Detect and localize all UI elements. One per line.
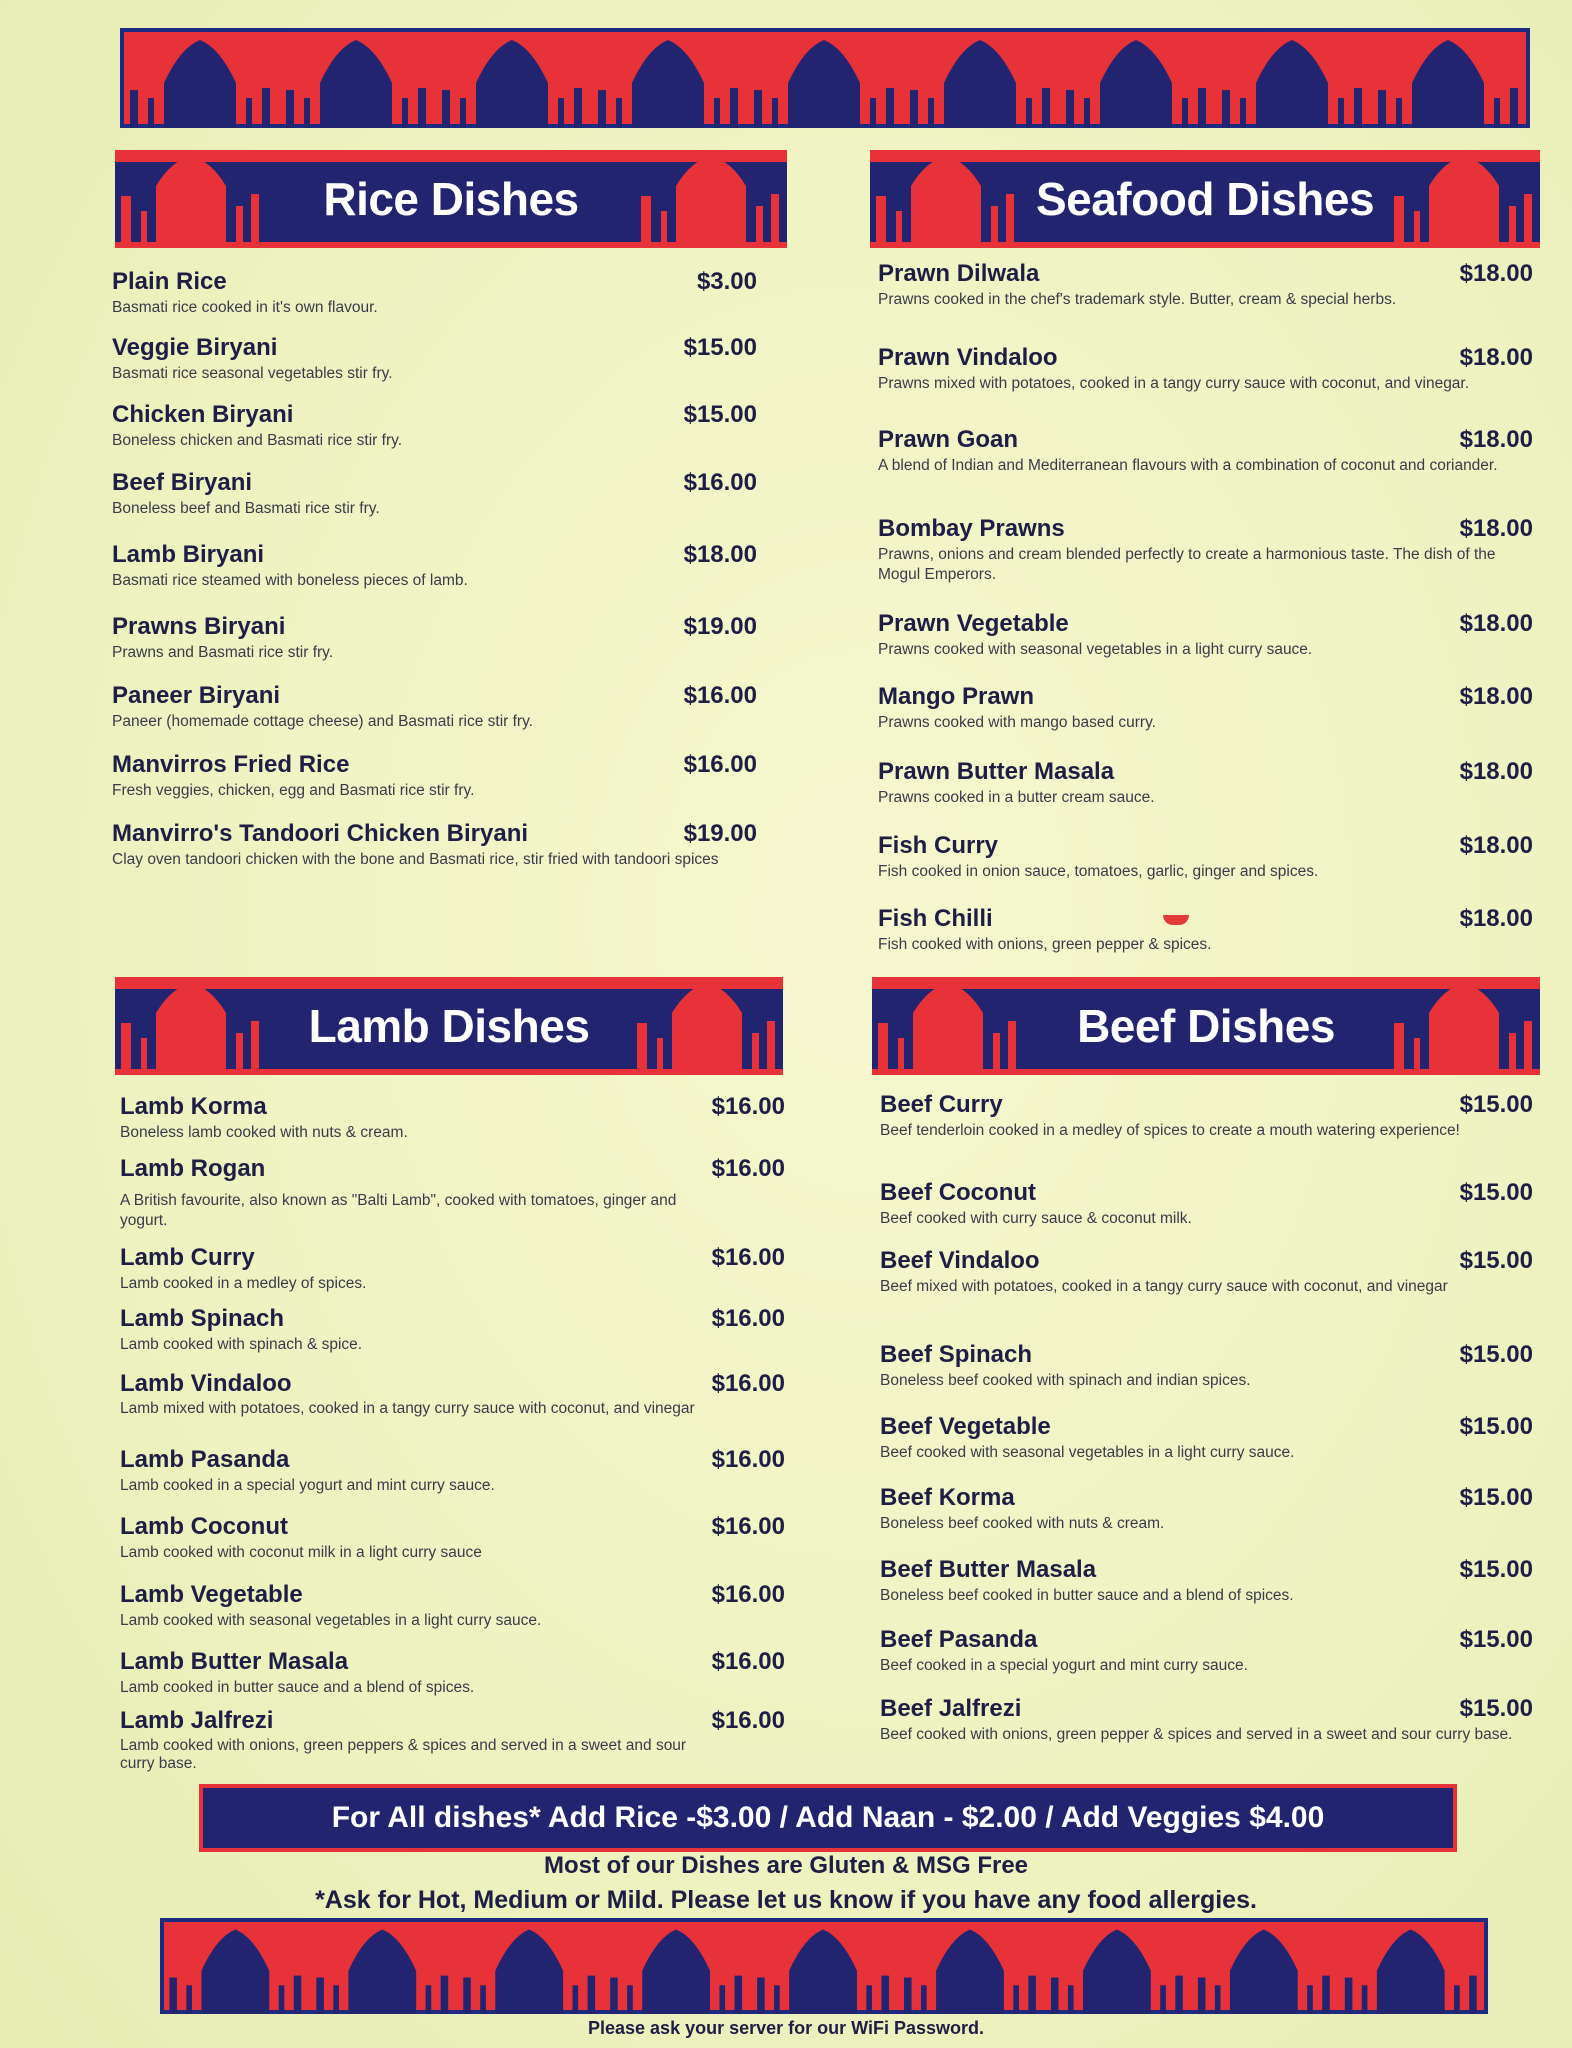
- menu-item: Plain Rice $3.00 Basmati rice cooked in it's own flavour.: [112, 268, 757, 316]
- menu-item: Beef Pasanda $15.00 Beef cooked in a special yogurt and mint curry sauce.: [880, 1626, 1533, 1674]
- menu-item: Lamb Rogan $16.00 A British favourite, also known as "Balti Lamb", cooked with tomatoes, ginger and yogurt.: [120, 1155, 785, 1229]
- beef-section-header: [872, 977, 1540, 1075]
- menu-item: Lamb Korma $16.00 Boneless lamb cooked with nuts & cream.: [120, 1093, 785, 1141]
- menu-item: Beef Vegetable $15.00 Beef cooked with seasonal vegetables in a light curry sauce.: [880, 1413, 1533, 1461]
- rice-section-title: Rice Dishes: [323, 173, 579, 225]
- menu-item: Mango Prawn $18.00 Prawns cooked with mango based curry.: [878, 683, 1533, 731]
- top-decorative-border: [120, 28, 1530, 128]
- menu-item: Lamb Spinach $16.00 Lamb cooked with spinach & spice.: [120, 1305, 785, 1353]
- heat-allergy-note: *Ask for Hot, Medium or Mild. Please let us know if you have any food allergies.: [315, 1886, 1257, 1914]
- palace-silhouette-icon: [120, 28, 1530, 128]
- bottom-decorative-border: [160, 1918, 1488, 2014]
- menu-item: Lamb Vegetable $16.00 Lamb cooked with seasonal vegetables in a light curry sauce.: [120, 1581, 785, 1629]
- menu-item: Beef Biryani $16.00 Boneless beef and Basmati rice stir fry.: [112, 469, 757, 517]
- menu-item: Lamb Coconut $16.00 Lamb cooked with coconut milk in a light curry sauce: [120, 1513, 785, 1561]
- menu-item: Chicken Biryani $15.00 Boneless chicken and Basmati rice stir fry.: [112, 401, 757, 449]
- beef-section-title: Beef Dishes: [1077, 1000, 1335, 1052]
- menu-item: Lamb Vindaloo $16.00 Lamb mixed with potatoes, cooked in a tangy curry sauce with coconut, and vinegar: [120, 1370, 785, 1417]
- menu-item: Beef Coconut $15.00 Beef cooked with curry sauce & coconut milk.: [880, 1179, 1533, 1227]
- menu-item: Lamb Pasanda $16.00 Lamb cooked in a special yogurt and mint curry sauce.: [120, 1446, 785, 1494]
- seafood-section-title: Seafood Dishes: [1035, 173, 1375, 225]
- menu-item: Manvirros Fried Rice $16.00 Fresh veggies, chicken, egg and Basmati rice stir fry.: [112, 751, 757, 799]
- menu-item: Beef Butter Masala $15.00 Boneless beef cooked in butter sauce and a blend of spices.: [880, 1556, 1533, 1604]
- chili-pepper-icon: [1163, 915, 1189, 925]
- menu-item: Fish Chilli $18.00 Fish cooked with onions, green pepper & spices.: [878, 905, 1533, 953]
- lamb-section-title: Lamb Dishes: [308, 1000, 590, 1052]
- gluten-note: Most of our Dishes are Gluten & MSG Free: [543, 1852, 1029, 1879]
- menu-item: Prawns Biryani $19.00 Prawns and Basmati rice stir fry.: [112, 613, 757, 661]
- menu-item: Prawn Vegetable $18.00 Prawns cooked with seasonal vegetables in a light curry sauce.: [878, 610, 1533, 658]
- add-ons-banner: For All dishes* Add Rice -$3.00 / Add Naan - $2.00 / Add Veggies $4.00: [203, 1788, 1453, 1848]
- lamb-section-header: [115, 977, 783, 1075]
- menu-item: Lamb Jalfrezi $16.00 Lamb cooked with onions, green peppers & spices and served in a sweet and sour curry base.: [120, 1707, 785, 1772]
- menu-item: Veggie Biryani $15.00 Basmati rice seasonal vegetables stir fry.: [112, 334, 757, 382]
- menu-item: Beef Spinach $15.00 Boneless beef cooked with spinach and indian spices.: [880, 1341, 1533, 1389]
- menu-item: Beef Vindaloo $15.00 Beef mixed with potatoes, cooked in a tangy curry sauce with coconut, and vinegar: [880, 1247, 1533, 1295]
- menu-item: Manvirro's Tandoori Chicken Biryani $19.00 Clay oven tandoori chicken with the bone and Basmati rice, stir fried with tandoori spices: [112, 820, 757, 868]
- menu-item: Prawn Dilwala $18.00 Prawns cooked in the chef's trademark style. Butter, cream & special herbs.: [878, 260, 1533, 308]
- menu-item: Prawn Butter Masala $18.00 Prawns cooked in a butter cream sauce.: [878, 758, 1533, 806]
- menu-item: Fish Curry $18.00 Fish cooked in onion sauce, tomatoes, garlic, ginger and spices.: [878, 832, 1533, 880]
- menu-item: Beef Jalfrezi $15.00 Beef cooked with onions, green pepper & spices and served in a sweet and sour curry base.: [880, 1695, 1533, 1743]
- menu-item: Beef Korma $15.00 Boneless beef cooked with nuts & cream.: [880, 1484, 1533, 1532]
- menu-item: Paneer Biryani $16.00 Paneer (homemade cottage cheese) and Basmati rice stir fry.: [112, 682, 757, 730]
- palace-silhouette-icon: [160, 1918, 1488, 2014]
- menu-item: Prawn Goan $18.00 A blend of Indian and Mediterranean flavours with a combination of coconut and coriander.: [878, 426, 1533, 474]
- menu-item: Beef Curry $15.00 Beef tenderloin cooked in a medley of spices to create a mouth watering experience!: [880, 1091, 1533, 1139]
- menu-item: Lamb Biryani $18.00 Basmati rice steamed with boneless pieces of lamb.: [112, 541, 757, 589]
- menu-item: Lamb Butter Masala $16.00 Lamb cooked in butter sauce and a blend of spices.: [120, 1648, 785, 1696]
- rice-section-header: [115, 150, 787, 248]
- menu-item: Prawn Vindaloo $18.00 Prawns mixed with potatoes, cooked in a tangy curry sauce with coconut, and vinegar.: [878, 344, 1533, 392]
- menu-item: Bombay Prawns $18.00 Prawns, onions and cream blended perfectly to create a harmonious taste. The dish of the Mogul Emperors.: [878, 515, 1533, 583]
- menu-item: Lamb Curry $16.00 Lamb cooked in a medley of spices.: [120, 1244, 785, 1292]
- seafood-section-header: [870, 150, 1540, 248]
- wifi-note: Please ask your server for our WiFi Password.: [588, 2018, 984, 2038]
